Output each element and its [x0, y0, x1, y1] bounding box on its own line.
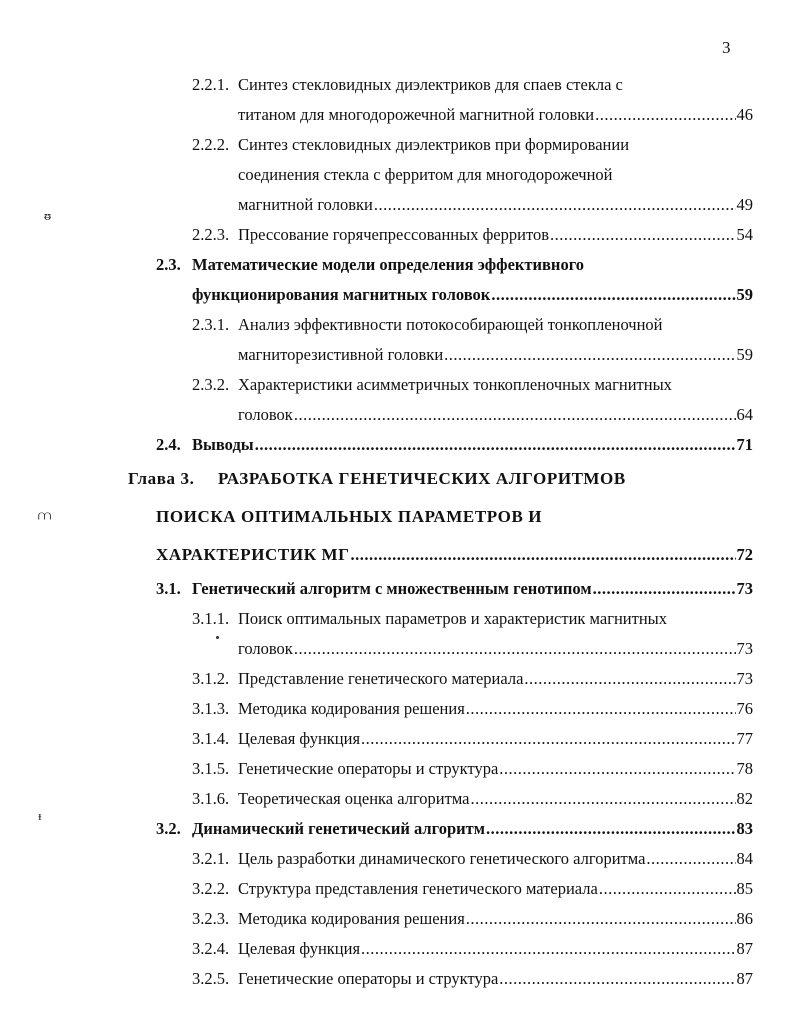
dot-leader	[550, 220, 736, 250]
toc-page: 87	[736, 939, 753, 958]
toc-number: 3.2.3.	[192, 909, 230, 928]
toc-page: 49	[736, 195, 753, 214]
toc-page: 64	[736, 405, 753, 424]
toc-entry-2-2-2-cont	[0, 190, 791, 220]
dot-leader	[255, 430, 736, 460]
toc-title: Анализ эффективности потокособирающей тонкопленочной	[238, 315, 663, 334]
toc-entry-2-2-3	[0, 220, 791, 250]
table-of-contents	[0, 70, 791, 994]
toc-entry-2-3-1	[0, 310, 791, 340]
toc-title: Структура представления генетического материала	[238, 879, 598, 898]
toc-number: 3.1.3.	[192, 699, 230, 718]
toc-number: 2.2.1.	[192, 75, 230, 94]
toc-entry-2-3	[0, 250, 791, 280]
toc-entry-3-2	[0, 814, 791, 844]
toc-title: Синтез стекловидных диэлектриков при формировании	[238, 135, 630, 154]
dot-leader	[599, 874, 736, 904]
toc-entry-3-2-5	[0, 964, 791, 994]
toc-page: 78	[736, 759, 753, 778]
scan-artifact: ᵿ	[44, 208, 52, 223]
toc-entry-3-1-3	[0, 694, 791, 724]
toc-number: 2.2.2.	[192, 135, 230, 154]
dot-leader	[646, 844, 735, 874]
toc-number: 2.2.3.	[192, 225, 230, 244]
dot-leader	[491, 280, 735, 310]
toc-chapter-3	[0, 460, 791, 498]
toc-number: 3.1.	[156, 579, 181, 598]
toc-entry-2-3-cont	[0, 280, 791, 310]
toc-entry-3-1-6	[0, 784, 791, 814]
toc-title: головок	[238, 405, 293, 424]
toc-number: 3.1.2.	[192, 669, 230, 688]
toc-title: магниторезистивной головки	[238, 345, 444, 364]
toc-title: Прессование горячепрессованных ферритов	[238, 225, 549, 244]
dot-leader	[466, 694, 736, 724]
page-number: 3	[722, 38, 731, 57]
toc-title: Методика кодирования решения	[238, 909, 465, 928]
toc-number: 3.1.4.	[192, 729, 230, 748]
toc-number: 2.4.	[156, 435, 181, 454]
toc-title: Теоретическая оценка алгоритма	[238, 789, 470, 808]
toc-entry-2-4	[0, 430, 791, 460]
toc-number: 3.1.5.	[192, 759, 230, 778]
toc-title: ПОИСКА ОПТИМАЛЬНЫХ ПАРАМЕТРОВ И	[156, 507, 543, 526]
toc-page: 46	[736, 105, 753, 124]
toc-title: Синтез стекловидных диэлектриков для спаев стекла с	[238, 75, 623, 94]
toc-title: ХАРАКТЕРИСТИК МГ	[156, 545, 350, 564]
toc-title: Генетические операторы и структура	[238, 969, 499, 988]
toc-chapter-3-cont	[0, 536, 791, 574]
toc-page: 73	[736, 639, 753, 658]
toc-page: 71	[736, 435, 753, 454]
toc-title: соединения стекла с ферритом для многодорожечной	[238, 165, 613, 184]
toc-chapter-3-cont	[0, 498, 791, 536]
toc-entry-2-3-2-cont	[0, 400, 791, 430]
toc-page: 76	[736, 699, 753, 718]
toc-title: функционирования магнитных головок	[192, 285, 491, 304]
toc-title: титаном для многодорожечной магнитной головки	[238, 105, 595, 124]
toc-entry-3-1-4	[0, 724, 791, 754]
chapter-label: Глава 3.	[128, 469, 195, 488]
toc-title: Целевая функция	[238, 729, 361, 748]
toc-title: Генетические операторы и структура	[238, 759, 499, 778]
toc-page: 59	[736, 345, 753, 364]
toc-number: 3.2.	[156, 819, 181, 838]
dot-leader	[444, 340, 735, 370]
toc-entry-3-1	[0, 574, 791, 604]
dot-leader	[499, 964, 735, 994]
toc-number: 3.2.4.	[192, 939, 230, 958]
toc-entry-3-1-5	[0, 754, 791, 784]
dot-leader	[499, 754, 735, 784]
toc-page: 54	[736, 225, 753, 244]
toc-page: 73	[736, 669, 753, 688]
toc-number: 2.3.2.	[192, 375, 230, 394]
toc-number: 3.1.1.	[192, 609, 230, 628]
dot-leader	[294, 400, 736, 430]
toc-entry-2-3-2	[0, 370, 791, 400]
toc-page: 84	[736, 849, 753, 868]
dot-leader	[593, 574, 736, 604]
toc-entry-3-2-1	[0, 844, 791, 874]
toc-title: Методика кодирования решения	[238, 699, 465, 718]
toc-entry-2-2-1-cont	[0, 100, 791, 130]
toc-entry-3-2-2	[0, 874, 791, 904]
toc-page: 85	[736, 879, 753, 898]
toc-title: Представление генетического материала	[238, 669, 524, 688]
toc-title: РАЗРАБОТКА ГЕНЕТИЧЕСКИХ АЛГОРИТМОВ	[218, 469, 626, 488]
toc-entry-3-1-2	[0, 664, 791, 694]
toc-page: 86	[736, 909, 753, 928]
toc-entry-3-2-3	[0, 904, 791, 934]
toc-title: Выводы	[192, 435, 254, 454]
toc-entry-3-1-1-cont	[0, 634, 791, 664]
toc-entry-3-2-4	[0, 934, 791, 964]
dot-leader	[374, 190, 736, 220]
toc-entry-2-2-2	[0, 130, 791, 160]
toc-title: Характеристики асимметричных тонкопленочных магнитных	[238, 375, 672, 394]
dot-leader	[361, 724, 735, 754]
toc-title: Генетический алгоритм с множественным генотипом	[192, 579, 592, 598]
toc-number: 3.2.2.	[192, 879, 230, 898]
scan-artifact: ⩋	[38, 508, 52, 523]
toc-number: 3.2.1.	[192, 849, 230, 868]
toc-title: головок	[238, 639, 293, 658]
dot-leader	[471, 784, 736, 814]
toc-page: 82	[736, 789, 753, 808]
dot-leader	[486, 814, 735, 844]
toc-number: 2.3.1.	[192, 315, 230, 334]
toc-number: 2.3.	[156, 255, 181, 274]
toc-title: Цель разработки динамического генетического алгоритма	[238, 849, 646, 868]
dot-leader	[595, 100, 735, 130]
toc-page: 87	[736, 969, 753, 988]
toc-title: Поиск оптимальных параметров и характеристик магнитных	[238, 609, 668, 628]
toc-title: магнитной головки	[238, 195, 373, 214]
dot-leader	[361, 934, 735, 964]
toc-page: 59	[736, 285, 753, 304]
dot-leader	[294, 634, 736, 664]
toc-title: Динамический генетический алгоритм	[192, 819, 486, 838]
toc-page: 83	[736, 819, 753, 838]
toc-entry-2-2-2-cont	[0, 160, 791, 190]
toc-page: 72	[736, 545, 753, 564]
toc-entry-2-2-1	[0, 70, 791, 100]
toc-entry-3-1-1	[0, 604, 791, 634]
toc-number: 3.2.5.	[192, 969, 230, 988]
scan-artifact: ᵻ	[38, 808, 42, 823]
toc-number: 3.1.6.	[192, 789, 230, 808]
toc-entry-2-3-1-cont	[0, 340, 791, 370]
dot-leader	[351, 536, 736, 574]
toc-title: Математические модели определения эффективного	[192, 255, 585, 274]
toc-title: Целевая функция	[238, 939, 361, 958]
dot-leader	[524, 664, 735, 694]
toc-page: 73	[736, 579, 753, 598]
dot-leader	[466, 904, 736, 934]
toc-page: 77	[736, 729, 753, 748]
